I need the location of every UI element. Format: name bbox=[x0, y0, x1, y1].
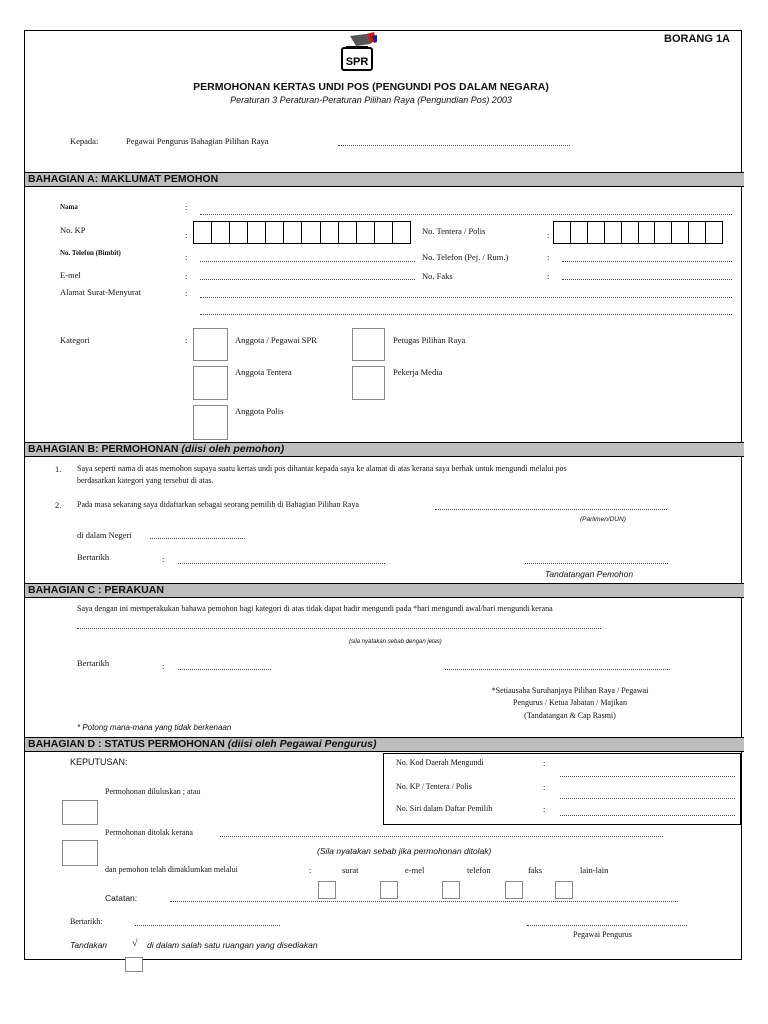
option-mail: surat bbox=[342, 865, 359, 875]
ic-number-grid[interactable] bbox=[193, 221, 411, 244]
date-field-d[interactable] bbox=[135, 925, 280, 926]
id-number-field[interactable] bbox=[560, 798, 735, 799]
date-field-b[interactable] bbox=[178, 563, 385, 564]
email-field[interactable] bbox=[200, 279, 415, 280]
district-code-field[interactable] bbox=[560, 776, 735, 777]
cat-media-label: Pekerja Media bbox=[393, 367, 443, 377]
section-c-heading: BAHAGIAN C : PERAKUAN bbox=[25, 583, 744, 598]
category-label: Kategori bbox=[60, 335, 90, 345]
checkbox-phone[interactable] bbox=[442, 881, 460, 899]
serial-no-label: No. Siri dalam Daftar Pemilih bbox=[396, 804, 493, 813]
signer-line-3: (Tandatangan & Cap Rasmi) bbox=[524, 711, 616, 720]
checkbox-spr[interactable] bbox=[193, 328, 228, 361]
serial-no-field[interactable] bbox=[560, 815, 735, 816]
checkbox-police[interactable] bbox=[193, 405, 228, 440]
name-label: Nama bbox=[60, 203, 78, 211]
to-value: Pegawai Pengurus Bahagian Pilihan Raya bbox=[126, 136, 269, 146]
colon: : bbox=[185, 271, 188, 281]
notified-label: dan pemohon telah dimaklumkan melalui bbox=[105, 865, 238, 874]
instruction-a: Tandakan bbox=[70, 940, 108, 950]
checkbox-fax[interactable] bbox=[505, 881, 523, 899]
page-title: PERMOHONAN KERTAS UNDI POS (PENGUNDI POS DALAM NEGARA) bbox=[193, 81, 549, 93]
checkbox-rejected[interactable] bbox=[62, 840, 98, 866]
colon: : bbox=[547, 230, 550, 240]
officer-label: Pegawai Pengurus bbox=[573, 930, 632, 939]
id-number-label: No. KP / Tentera / Polis bbox=[396, 782, 472, 791]
cat-spr-label: Anggota / Pegawai SPR bbox=[235, 335, 317, 345]
address-line-2[interactable] bbox=[200, 314, 732, 315]
colon: : bbox=[543, 804, 546, 814]
sample-checkbox-icon bbox=[125, 957, 143, 972]
colon: : bbox=[185, 202, 188, 212]
colon: : bbox=[547, 252, 550, 262]
statement-2: Pada masa sekarang saya didaftarkan sebagai seorang pemilih di Bahagian Pilihan Raya bbox=[77, 500, 359, 509]
reject-note: (Sila nyatakan sebab jika permohonan ditolak) bbox=[317, 846, 492, 856]
ic-label: No. KP bbox=[60, 225, 86, 235]
statement-1-cont: berdasarkan kategori yang tersebut di atas. bbox=[77, 476, 214, 485]
option-fax: faks bbox=[528, 865, 543, 875]
colon: : bbox=[185, 252, 188, 262]
section-b-heading: BAHAGIAN B: PERMOHONAN (diisi oleh pemohon) bbox=[25, 442, 744, 457]
phone-label: No. Telefon (Pej. / Rum.) bbox=[422, 252, 509, 262]
section-a-heading: BAHAGIAN A: MAKLUMAT PEMOHON bbox=[25, 172, 744, 187]
spr-logo bbox=[336, 32, 378, 74]
signer-line-2: Pengurus / Ketua Jabatan / Majikan bbox=[513, 698, 627, 707]
footnote: * Potong mana-mana yang tidak berkenaan bbox=[77, 723, 232, 732]
checkbox-election-worker[interactable] bbox=[352, 328, 385, 361]
form-code: BORANG 1A bbox=[664, 33, 731, 45]
date-label-d: Bertarikh: bbox=[70, 917, 103, 926]
colon: : bbox=[309, 865, 312, 875]
fax-label: No. Faks bbox=[422, 271, 453, 281]
checkbox-mail[interactable] bbox=[318, 881, 336, 899]
cat-election-label: Petugas Pilihan Raya bbox=[393, 335, 466, 345]
constituency-field[interactable] bbox=[435, 509, 667, 510]
reject-reason-field[interactable] bbox=[220, 836, 663, 837]
option-email: e-mel bbox=[405, 865, 425, 875]
name-field[interactable] bbox=[200, 214, 732, 215]
address-label: Alamat Surat-Menyurat bbox=[60, 287, 141, 297]
colon: : bbox=[547, 271, 550, 281]
decision-label: KEPUTUSAN: bbox=[70, 757, 128, 767]
district-code-label: No. Kod Daerah Mengundi bbox=[396, 758, 484, 767]
date-field-c[interactable] bbox=[178, 669, 271, 670]
colon: : bbox=[185, 288, 188, 298]
date-label-c: Bertarikh bbox=[77, 658, 110, 668]
colon: : bbox=[162, 554, 165, 564]
signature-line-b[interactable] bbox=[525, 563, 668, 564]
reason-note: (sila nyatakan sebab dengan jelas) bbox=[349, 639, 442, 645]
logo-text: SPR bbox=[345, 56, 369, 68]
option-other: lain-lain bbox=[580, 865, 609, 875]
statement-1: Saya seperti nama di atas memohon supaya suatu kertas undi pos dihantar kepada saya ke alamat di atas kerana saya berhak untuk mengundi melalui pos bbox=[77, 464, 567, 473]
declaration-text: Saya dengan ini memperakukan bahawa pemohon bagi kategori di atas tidak dapat hadir mengundi pada *hari mengundi awal/hari mengundi kerana bbox=[77, 604, 553, 613]
option-phone: telefon bbox=[467, 865, 491, 875]
checkbox-email[interactable] bbox=[380, 881, 398, 899]
to-line[interactable] bbox=[338, 145, 570, 146]
phone-field[interactable] bbox=[562, 261, 732, 262]
colon: : bbox=[543, 758, 546, 768]
army-police-label: No. Tentera / Polis bbox=[422, 226, 486, 236]
state-field[interactable] bbox=[150, 538, 245, 539]
mobile-field[interactable] bbox=[200, 261, 415, 262]
army-police-grid[interactable] bbox=[553, 221, 723, 244]
colon: : bbox=[162, 661, 165, 671]
checkbox-army[interactable] bbox=[193, 366, 228, 400]
rejected-label: Permohonan ditolak kerana bbox=[105, 828, 193, 837]
page-subtitle: Peraturan 3 Peraturan-Peraturan Pilihan Raya (Pengundian Pos) 2003 bbox=[230, 95, 512, 105]
fax-field[interactable] bbox=[562, 279, 732, 280]
reason-field[interactable] bbox=[77, 628, 601, 629]
officer-signature-line[interactable] bbox=[527, 925, 687, 926]
item-number: 2. bbox=[55, 500, 62, 510]
to-label: Kepada: bbox=[70, 136, 99, 146]
signer-line-1: *Setiausaha Suruhanjaya Pilihan Raya / Pegawai bbox=[491, 686, 649, 695]
checkbox-other[interactable] bbox=[555, 881, 573, 899]
checkbox-approved[interactable] bbox=[62, 800, 98, 825]
signature-label-b: Tandatangan Pemohon bbox=[545, 569, 634, 579]
colon: : bbox=[185, 335, 188, 345]
item-number: 1. bbox=[55, 464, 62, 474]
mobile-label: No. Telefon (Bimbit) bbox=[60, 249, 121, 257]
section-d-heading: BAHAGIAN D : STATUS PERMOHONAN (diisi oleh Pegawai Pengurus) bbox=[25, 737, 744, 752]
notes-field[interactable] bbox=[170, 901, 678, 902]
colon: : bbox=[185, 230, 188, 240]
tick-mark-icon: √ bbox=[132, 938, 138, 949]
state-label: di dalam Negeri bbox=[77, 530, 132, 540]
notes-label: Catatan: bbox=[105, 893, 138, 903]
parlimen-note: (Parlimen/DUN) bbox=[580, 516, 626, 523]
cat-army-label: Anggota Tentera bbox=[235, 367, 292, 377]
colon: : bbox=[543, 782, 546, 792]
instruction-b: di dalam salah satu ruangan yang disediakan bbox=[147, 940, 318, 950]
email-label: E-mel bbox=[60, 270, 81, 280]
cat-police-label: Anggota Polis bbox=[235, 406, 284, 416]
address-line-1[interactable] bbox=[200, 297, 732, 298]
checkbox-media[interactable] bbox=[352, 366, 385, 400]
approved-label: Permohonan diluluskan ; atau bbox=[105, 787, 201, 796]
signature-line-c[interactable] bbox=[445, 669, 670, 670]
date-label-b: Bertarikh bbox=[77, 552, 110, 562]
